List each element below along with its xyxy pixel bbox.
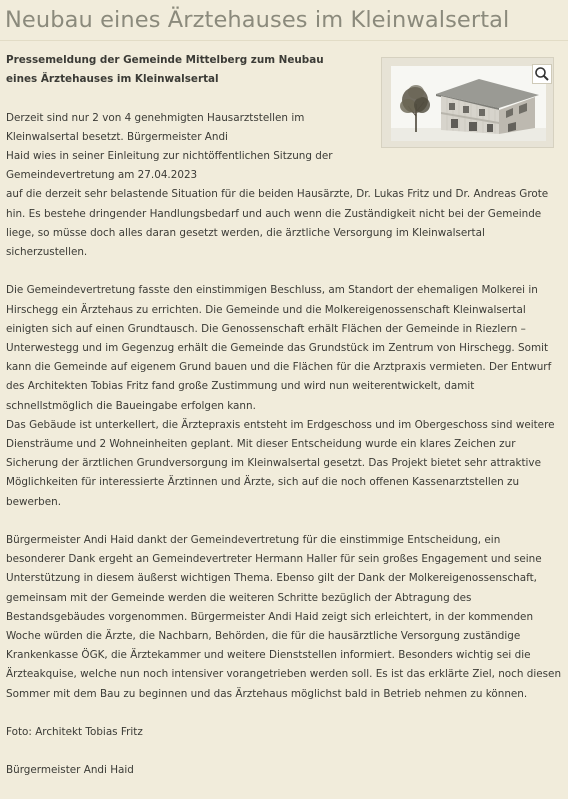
intro-paragraph: auf die derzeit sehr belastende Situation für die beiden Hausärzte, Dr. Lukas Fritz und Dr. Andreas Grote hin. Es bestehe dringender Handlungsbedarf und auch wenn die Zuständigkeit nicht bei der Gemeinde liege, so müsse doch alles daran gesetzt werden, die ärztliche Versorgung im Kleinwalsertal sicherzustellen.: [6, 188, 549, 259]
article-body: [6, 51, 562, 781]
title-divider: [0, 40, 568, 41]
signature: Bürgermeister Andi Haid: [6, 764, 134, 777]
press-release-lead: Pressemeldung der Gemeinde Mittelberg zum Neubau eines Ärztehauses im Kleinwalsertal: [6, 54, 324, 86]
photo-credit: Foto: Architekt Tobias Fritz: [6, 726, 143, 739]
paragraph-standort: Die Gemeindevertretung fasste den einstimmigen Beschluss, am Standort der ehemaligen Molkerei in Hirschegg ein Ärztehaus zu errichten. Die Gemeinde und die Molkereigenossenschaft Kleinwalsertal einigten sich auf einen Grundtausch. Die Genossenschaft erhält Flächen der Gemeinde in Riezlern – Unterwestegg und im Gegenzug erhält die Gemeinde das Grundstück im Zentrum von Hirschegg. Somit kann die Gemeinde auf eigenem Grund bauen und die Flächen für die Arztpraxis vermieten. Der Entwurf des Architekten Tobias Fritz fand große Zustimmung und wird nun weiterentwickelt, damit schnellstmöglich die Baueingabe erfolgen kann.: [6, 284, 552, 412]
paragraph-dank: Bürgermeister Andi Haid dankt der Gemeindevertretung für die einstimmige Entscheidung, ein besonderer Dank ergeht an Gemeindevertreter Hermann Haller für sein großes Engagement und seine Unterstützung in diesem äußerst wichtigen Thema. Ebenso gilt der Dank der Molkereigenossenschaft, gemeinsam mit der Gemeinde werden die weiteren Schritte bezüglich der Abtragung des Bestandsgebäudes vorgenommen. Bürgermeister Andi Haid zeigt sich erleichtert, in der kommenden Woche würden die Ärzte, die Nachbarn, Behörden, die für die hausärztliche Versorgung zuständige Krankenkasse ÖGK, die Ärztekammer und weitere Dienststellen informiert. Besonders wichtig sei die Ärzteakquise, welche nun noch intensiver vorangetrieben werden soll. Es ist das erklärte Ziel, noch diesen Sommer mit dem Bau zu beginnen und das Ärztehaus möglichst bald in Betrieb nehmen zu können.: [6, 534, 562, 700]
paragraph-gebaeude: Das Gebäude ist unterkellert, die Ärztepraxis entsteht im Erdgeschoss und im Obergeschoss sind weitere Diensträume und 2 Wohneinheiten geplant. Mit dieser Entscheidung wurde ein klares Zeichen zur Sicherung der ärztlichen Grundversorgung im Kleinwalsertal gesetzt. Das Projekt bietet sehr attraktive Möglichkeiten für interessierte Ärztinnen und Ärzte, sich auf die noch offenen Kassenarztstellen zu bewerben.: [6, 418, 555, 508]
page-title: Neubau eines Ärztehauses im Kleinwalsertal: [5, 7, 510, 33]
intro-line-2: Haid wies in seiner Einleitung zur nichtöffentlichen Sitzung der Gemeindevertretung am 27.04.2023: [6, 150, 333, 182]
intro-line-1: Derzeit sind nur 2 von 4 genehmigten Hausarztstellen im Kleinwalsertal besetzt. Bürgermeister Andi: [6, 111, 305, 143]
